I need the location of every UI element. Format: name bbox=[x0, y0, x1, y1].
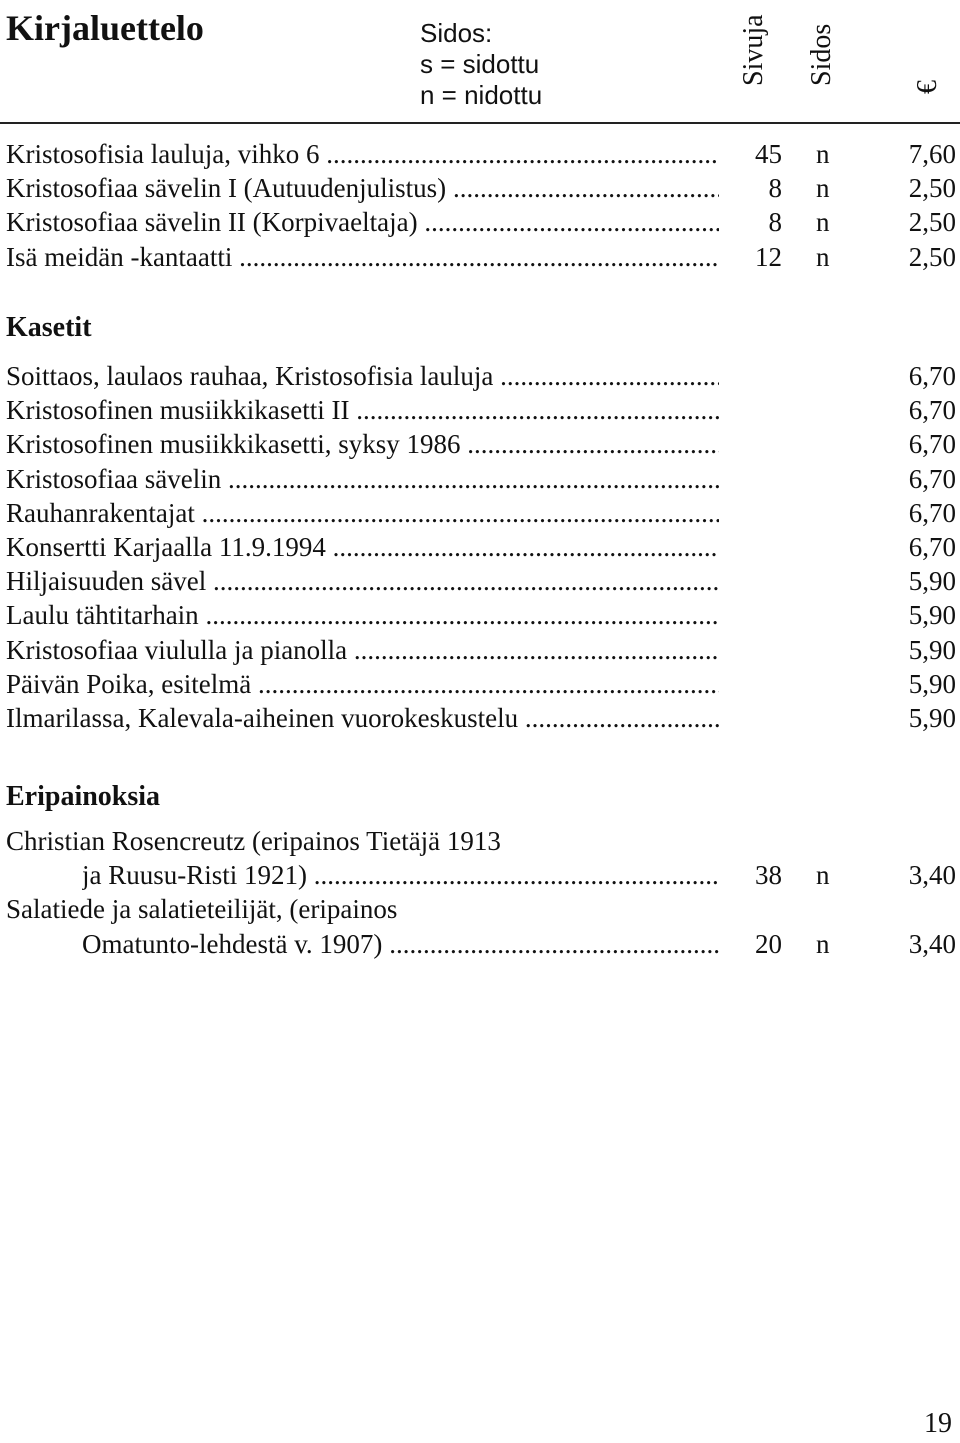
item-title: Kristosofinen musiikkikasetti II ..... bbox=[6, 393, 719, 427]
item-price: 6,70 bbox=[908, 531, 956, 562]
item-title: Hiljaisuuden sävel ..... bbox=[6, 564, 719, 598]
item-title: Kristosofiaa viululla ja pianolla ..... bbox=[6, 633, 719, 667]
item-price: 5,90 bbox=[908, 668, 956, 699]
section-heading-offprints: Eripainoksia bbox=[6, 781, 161, 812]
item-price: 5,90 bbox=[908, 566, 956, 597]
item-title: Konsertti Karjaalla 11.9.1994 ..... bbox=[6, 530, 719, 564]
item-pages: 45 bbox=[755, 139, 782, 169]
item-price: 3,40 bbox=[908, 860, 956, 891]
legend-heading: Sidos: bbox=[420, 18, 493, 48]
item-price: 5,90 bbox=[908, 600, 956, 631]
list-item bbox=[6, 462, 956, 496]
legend-bound: s = sidottu bbox=[420, 49, 540, 79]
list-item bbox=[6, 530, 956, 564]
item-title: Kristosofinen musiikkikasetti, syksy 1986 ..... bbox=[6, 427, 719, 461]
list-item bbox=[6, 427, 956, 461]
item-price: 3,40 bbox=[908, 928, 956, 959]
item-price: 6,70 bbox=[908, 497, 956, 528]
item-price: 6,70 bbox=[908, 429, 956, 460]
item-title: Kristosofiaa sävelin ..... bbox=[6, 462, 719, 496]
list-item bbox=[6, 564, 956, 598]
column-header-binding: Sidos bbox=[806, 23, 837, 86]
item-binding: n bbox=[816, 860, 830, 891]
item-pages: 38 bbox=[755, 860, 782, 891]
item-title-line2: ja Ruusu-Risti 1921) ..... bbox=[82, 858, 719, 892]
list-item-first-line bbox=[6, 892, 956, 926]
list-item bbox=[6, 359, 956, 393]
item-price: 2,50 bbox=[908, 241, 956, 272]
list-item bbox=[6, 598, 956, 632]
item-price: 2,50 bbox=[908, 207, 956, 238]
list-item bbox=[6, 927, 956, 961]
list-item-first-line bbox=[6, 824, 956, 858]
cassette-list bbox=[6, 359, 956, 735]
column-header-price: € bbox=[912, 80, 943, 94]
item-price: 6,70 bbox=[908, 361, 956, 391]
item-price: 6,70 bbox=[908, 463, 956, 494]
item-price: 6,70 bbox=[908, 395, 956, 426]
item-binding: n bbox=[816, 928, 830, 959]
list-item bbox=[6, 633, 956, 667]
item-title: Kristosofisia lauluja, vihko 6 ..... bbox=[6, 137, 719, 171]
item-binding: n bbox=[816, 207, 830, 238]
item-title: Ilmarilassa, Kalevala-aiheinen vuorokeskustelu ..... bbox=[6, 701, 719, 735]
item-pages: 12 bbox=[755, 241, 782, 272]
item-price: 2,50 bbox=[908, 173, 956, 204]
list-item bbox=[6, 137, 956, 171]
item-pages: 8 bbox=[768, 207, 782, 238]
binding-legend bbox=[420, 18, 542, 111]
item-title: Isä meidän -kantaatti ..... bbox=[6, 240, 719, 274]
item-title-line1: Christian Rosencreutz (eripainos Tietäjä 1913 bbox=[6, 826, 501, 856]
item-price: 5,90 bbox=[908, 702, 956, 733]
list-item bbox=[6, 701, 956, 735]
list-item bbox=[6, 496, 956, 530]
item-pages: 8 bbox=[768, 173, 782, 204]
legend-paperback: n = nidottu bbox=[420, 80, 543, 110]
item-title: Kristosofiaa sävelin II (Korpivaeltaja) ..... bbox=[6, 205, 719, 239]
item-title: Kristosofiaa sävelin I (Autuudenjulistus) ..... bbox=[6, 171, 719, 205]
offprint-list bbox=[6, 824, 956, 961]
header-divider bbox=[0, 122, 960, 124]
item-title-line1: Salatiede ja salatieteilijät, (eripainos bbox=[6, 894, 398, 925]
page-number: 19 bbox=[924, 1408, 952, 1439]
list-item bbox=[6, 205, 956, 239]
item-binding: n bbox=[816, 173, 830, 204]
list-item bbox=[6, 240, 956, 274]
item-title: Soittaos, laulaos rauhaa, Kristosofisia lauluja ..... bbox=[6, 359, 719, 393]
list-item bbox=[6, 171, 956, 205]
item-title: Päivän Poika, esitelmä ..... bbox=[6, 667, 719, 701]
item-binding: n bbox=[816, 139, 830, 169]
list-item bbox=[6, 667, 956, 701]
item-title-line2: Omatunto-lehdestä v. 1907) ..... bbox=[82, 927, 719, 961]
item-pages: 20 bbox=[755, 928, 782, 959]
page-title: Kirjaluettelo bbox=[6, 8, 204, 48]
item-title: Laulu tähtitarhain ..... bbox=[6, 598, 719, 632]
item-price: 5,90 bbox=[908, 634, 956, 665]
list-item bbox=[6, 858, 956, 892]
item-binding: n bbox=[816, 241, 830, 272]
item-title: Rauhanrakentajat ..... bbox=[6, 496, 719, 530]
list-item bbox=[6, 393, 956, 427]
book-list bbox=[6, 137, 956, 274]
section-heading-cassettes: Kasetit bbox=[6, 312, 92, 343]
item-price: 7,60 bbox=[908, 139, 956, 169]
column-header-pages: Sivuja bbox=[738, 14, 769, 86]
